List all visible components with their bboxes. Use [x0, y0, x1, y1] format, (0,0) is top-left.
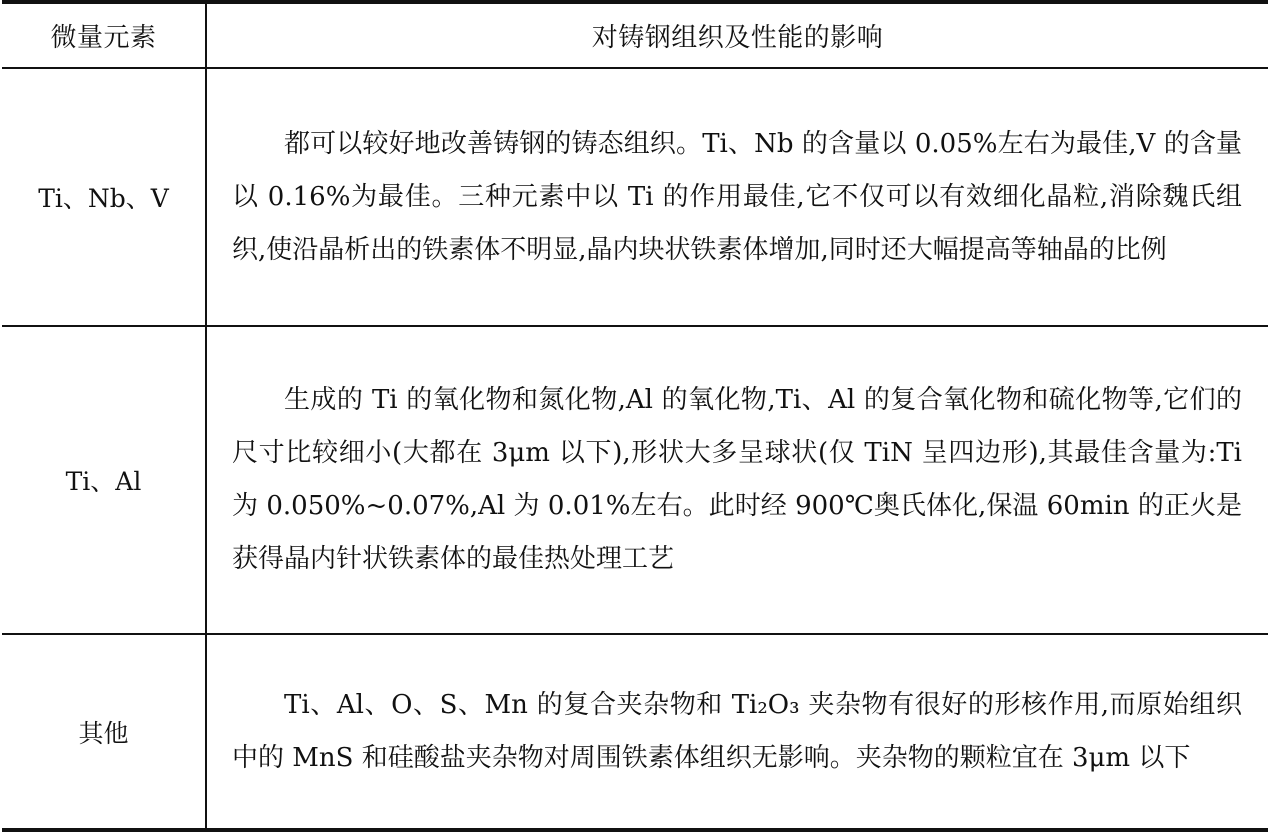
element-cell: 其他	[2, 634, 206, 830]
effect-cell: Ti、Al、O、S、Mn 的复合夹杂物和 Ti₂O₃ 夹杂物有很好的形核作用,而原始组织中的 MnS 和硅酸盐夹杂物对周围铁素体组织无影响。夹杂物的颗粒宜在 3μm 以下	[206, 634, 1268, 830]
element-cell: Ti、Al	[2, 326, 206, 634]
table-row	[2, 634, 1268, 830]
table-row	[2, 326, 1268, 634]
header-element: 微量元素	[2, 2, 206, 68]
header-effect: 对铸钢组织及性能的影响	[206, 2, 1268, 68]
table-header	[2, 2, 1268, 68]
header-row	[2, 2, 1268, 68]
trace-elements-table	[2, 0, 1268, 832]
effect-cell: 生成的 Ti 的氧化物和氮化物,Al 的氧化物,Ti、Al 的复合氧化物和硫化物等,它们的尺寸比较细小(大都在 3μm 以下),形状大多呈球状(仅 TiN 呈四边形),其最佳含量为:Ti 为 0.050%~0.07%,Al 为 0.01%左右。此时经 900℃奥氏体化,保温 60min 的正火是获得晶内针状铁素体的最佳热处理工艺	[206, 326, 1268, 634]
table-body	[2, 68, 1268, 830]
effect-cell: 都可以较好地改善铸钢的铸态组织。Ti、Nb 的含量以 0.05%左右为最佳,V 的含量以 0.16%为最佳。三种元素中以 Ti 的作用最佳,它不仅可以有效细化晶粒,消除魏氏组织,使沿晶析出的铁素体不明显,晶内块状铁素体增加,同时还大幅提高等轴晶的比例	[206, 68, 1268, 326]
table-row	[2, 68, 1268, 326]
element-cell: Ti、Nb、V	[2, 68, 206, 326]
